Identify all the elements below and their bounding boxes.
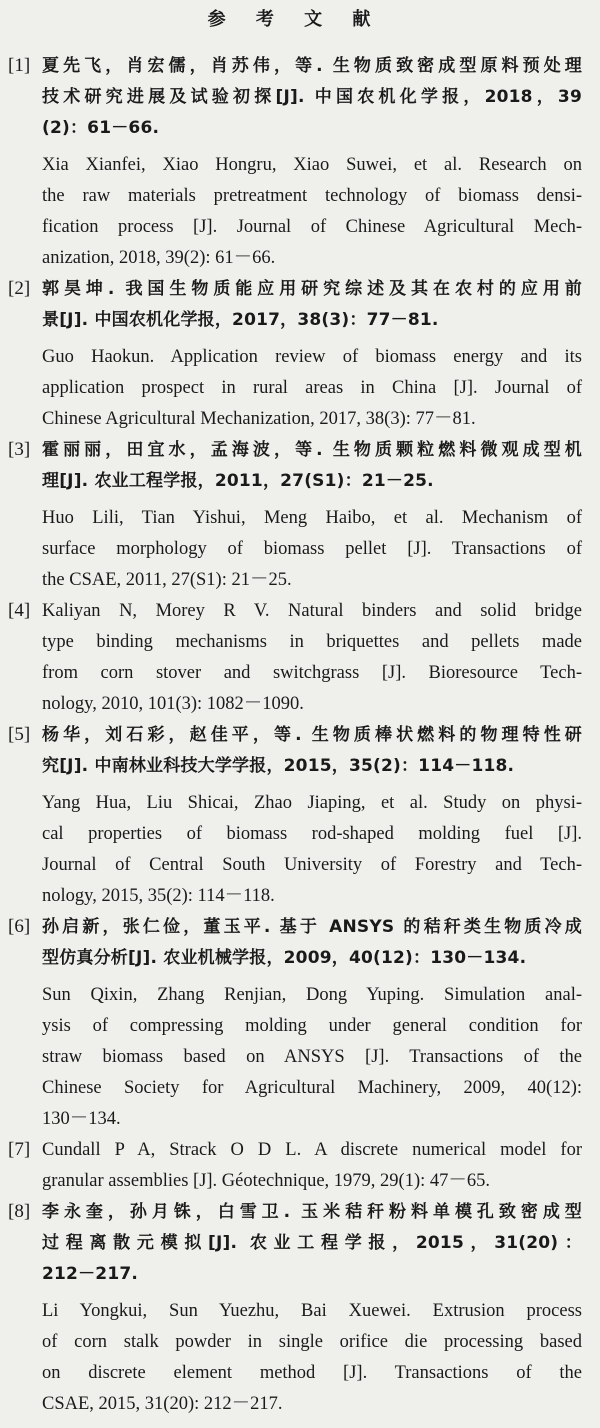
reference-en-line: anization, 2018, 39(2): 61－66. xyxy=(42,248,276,268)
reference-zh-line: 夏先飞，肖宏儒，肖苏伟，等. 生物质致密成型原料预处理 xyxy=(42,56,582,76)
reference-en-line: Journal of Central South University of Forestry and Tech- xyxy=(42,855,582,875)
reference-zh-line: 究[J]. 中南林业科技大学学报，2015，35(2)：114－118. xyxy=(42,756,515,776)
reference-en-line: Sun Qixin, Zhang Renjian, Dong Yuping. Simulation anal- xyxy=(42,985,582,1005)
reference-zh-line: 理[J]. 农业工程学报，2011，27(S1)：21－25. xyxy=(42,471,434,491)
reference-number: [4] xyxy=(8,600,31,621)
reference-en-line: type binding mechanisms in briquettes and pellets made xyxy=(42,632,582,652)
reference-en-line: CSAE, 2015, 31(20): 212－217. xyxy=(42,1394,283,1414)
reference-en-line: cal properties of biomass rod-shaped molding fuel [J]. xyxy=(42,824,582,844)
reference-en-line: from corn stover and switchgrass [J]. Bioresource Tech- xyxy=(42,663,582,683)
reference-zh-line: 过程离散元模拟[J]. 农业工程学报，2015，31(20)： xyxy=(42,1233,582,1253)
reference-zh-line: 李永奎，孙月铢，白雪卫. 玉米秸秆粉料单模孔致密成型 xyxy=(42,1202,582,1222)
reference-zh-line: 技术研究进展及试验初探[J]. 中国农机化学报，2018，39 xyxy=(42,87,582,107)
reference-number: [7] xyxy=(8,1139,31,1160)
reference-en-line: Chinese Society for Agricultural Machinery, 2009, 40(12): xyxy=(42,1078,582,1098)
reference-en-line: 130－134. xyxy=(42,1109,121,1129)
reference-en-line: surface morphology of biomass pellet [J]. Transactions of xyxy=(42,539,582,559)
reference-number: [3] xyxy=(8,439,31,460)
reference-zh-line: 霍丽丽，田宜水，孟海波，等. 生物质颗粒燃料微观成型机 xyxy=(42,440,582,460)
reference-en-line: the CSAE, 2011, 27(S1): 21－25. xyxy=(42,570,292,590)
references-heading: 参 考 文 献 xyxy=(207,9,383,30)
reference-en-line: Xia Xianfei, Xiao Hongru, Xiao Suwei, et al. Research on xyxy=(42,155,582,175)
reference-en-line: the raw materials pretreatment technology of biomass densi- xyxy=(42,186,582,206)
reference-en-line: granular assemblies [J]. Géotechnique, 1979, 29(1): 47－65. xyxy=(42,1171,491,1191)
reference-en-line: Yang Hua, Liu Shicai, Zhao Jiaping, et al. Study on physi- xyxy=(42,793,582,813)
reference-item xyxy=(8,1136,582,1198)
reference-en-line: Cundall P A, Strack O D L. A discrete numerical model for xyxy=(42,1140,582,1160)
reference-en-line: on discrete element method [J]. Transactions of the xyxy=(42,1363,582,1383)
reference-number: [5] xyxy=(8,724,31,745)
reference-zh-line: 杨华，刘石彩，赵佳平，等. 生物质棒状燃料的物理特性研 xyxy=(42,725,582,745)
reference-number: [6] xyxy=(8,916,31,937)
reference-en-line: of corn stalk powder in single orifice die processing based xyxy=(42,1332,582,1352)
reference-item xyxy=(8,52,582,275)
reference-en-line: Huo Lili, Tian Yishui, Meng Haibo, et al. Mechanism of xyxy=(42,508,582,528)
reference-item xyxy=(8,721,582,913)
reference-zh-line: 型仿真分析[J]. 农业机械学报，2009，40(12)：130－134. xyxy=(42,948,527,968)
reference-item xyxy=(8,436,582,597)
reference-item xyxy=(8,913,582,1136)
reference-zh-line: 郭昊坤. 我国生物质能应用研究综述及其在农村的应用前 xyxy=(42,279,582,299)
reference-zh-line: 景[J]. 中国农机化学报，2017，38(3)：77－81. xyxy=(42,310,439,330)
reference-list xyxy=(8,52,582,1421)
reference-zh-line: (2)：61－66. xyxy=(42,118,160,138)
reference-en-line: Kaliyan N, Morey R V. Natural binders and solid bridge xyxy=(42,601,582,621)
reference-en-line: nology, 2010, 101(3): 1082－1090. xyxy=(42,694,304,714)
reference-number: [8] xyxy=(8,1201,31,1222)
reference-zh-line: 孙启新，张仁俭，董玉平. 基于 ANSYS 的秸秆类生物质冷成 xyxy=(42,917,582,937)
reference-en-line: ysis of compressing molding under general condition for xyxy=(42,1016,582,1036)
reference-item xyxy=(8,275,582,436)
reference-en-line: straw biomass based on ANSYS [J]. Transactions of the xyxy=(42,1047,582,1067)
reference-item xyxy=(8,1198,582,1421)
reference-zh-line: 212－217. xyxy=(42,1264,139,1284)
reference-en-line: application prospect in rural areas in China [J]. Journal of xyxy=(42,378,582,398)
reference-en-line: fication process [J]. Journal of Chinese Agricultural Mech- xyxy=(42,217,582,237)
reference-en-line: Li Yongkui, Sun Yuezhu, Bai Xuewei. Extrusion process xyxy=(42,1301,582,1321)
reference-en-line: Chinese Agricultural Mechanization, 2017, 38(3): 77－81. xyxy=(42,409,476,429)
reference-en-line: nology, 2015, 35(2): 114－118. xyxy=(42,886,275,906)
reference-en-line: Guo Haokun. Application review of biomass energy and its xyxy=(42,347,582,367)
reference-number: [1] xyxy=(8,55,31,76)
reference-number: [2] xyxy=(8,278,31,299)
reference-item xyxy=(8,597,582,721)
